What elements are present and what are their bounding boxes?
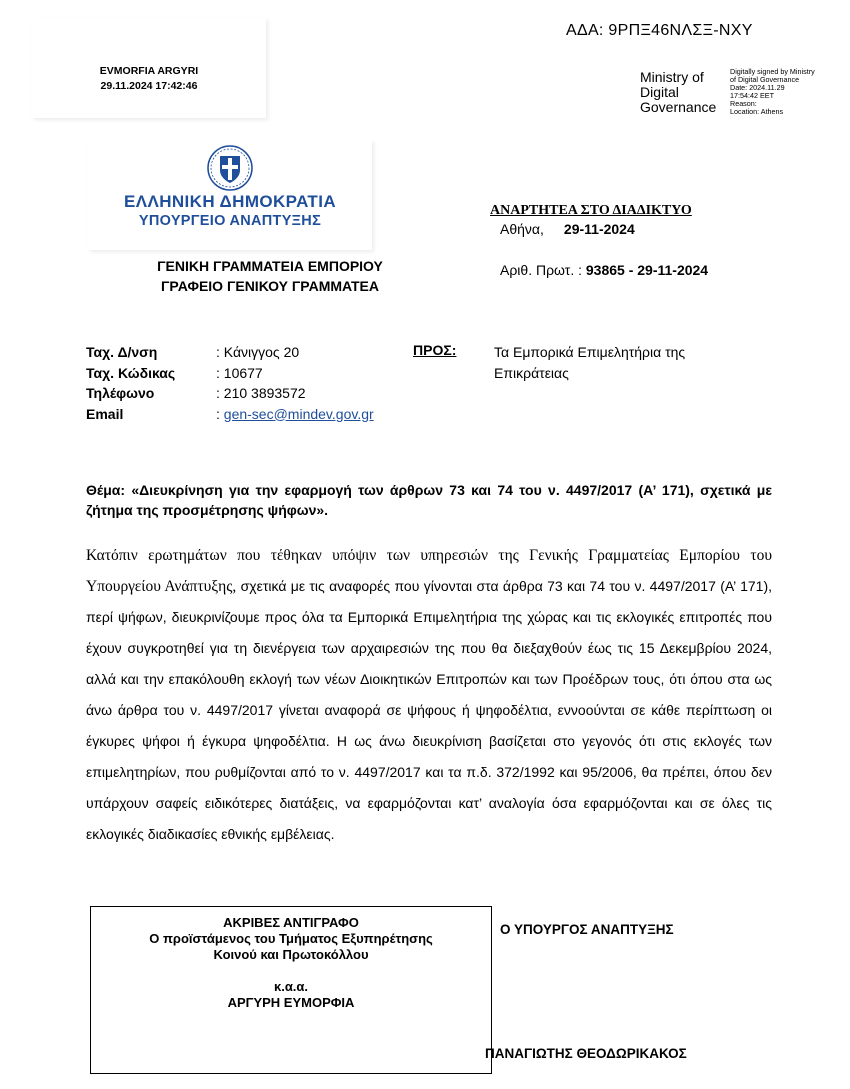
certified-copy-line: Ο προϊστάμενος του Τμήματος Εξυπηρέτησης — [149, 931, 433, 946]
email-row — [216, 404, 374, 425]
place-date — [500, 221, 635, 237]
republic-title: ΕΛΛΗΝΙΚΗ ΔΗΜΟΚΡΑΤΙΑ — [123, 192, 337, 211]
postcode-value: : 10677 — [216, 364, 263, 381]
postcode-label: Ταχ. Κώδικας — [86, 364, 176, 381]
recipient-line: Τα Εμπορικά Επιμελητήρια της — [494, 344, 686, 360]
signature-stamp — [32, 18, 266, 118]
ada-code: ΑΔΑ: 9ΡΠΞ46ΝΛΣΞ-ΝΧΥ — [566, 22, 753, 39]
office-name: ΓΡΑΦΕΙΟ ΓΕΝΙΚΟΥ ΓΡΑΜΜΑΤΕΑ — [161, 278, 379, 294]
body-rest: σχετικά με τις αναφορές που γίνονται στα άρθρα 73 και 74 του ν. 4497/2017 (Α’ 171), περί ψήφων, διευκρινίζουμε προς όλα τα Εμπορικά Επιμελητήρια της χώρας και τις εκλογικές επιτροπές που έχουν συγκροτηθεί για τη διενέργεια των αρχαιρεσιών της που θα διεξαχθούν έως τις 15 Δεκεμβρίου 2024, αλλά και την επακόλουθη εκλογή των νέων Διοικητικών Επιτροπών και των Προέδρων τους, ότι όπου στα ως άνω άρθρα του ν. 4497/2017 γίνεται αναφορά σε ψήφους ή ψηφοδέλτια, εννοούνται σε κάθε περίπτωση οι έγκυρες ψήφοι ή έγκυρα ψηφοδέλτια. Η ως άνω διευκρίνιση βασίζεται στο γεγονός ότι στις εκλογές των επιμελητηρίων, που ρυθμίζονται από το ν. 4497/2017 και τα π.δ. 372/1992 και 95/2006, θα πρέπει, όπου δεν υπάρχουν σαφείς ειδικότερες διατάξεις, να εφαρμόζονται κατ’ αναλογία όσα εφαρμόζονται και σε όλες τις εκλογικές διαδικασίες εθνικής εμβέλειας. — [86, 578, 773, 842]
digital-signature-line: Date: 2024.11.29 — [730, 83, 785, 92]
email-colon: : — [216, 405, 220, 422]
digital-signature-org-line: Governance — [640, 99, 717, 115]
digital-signature-line: 17:54:42 EET — [730, 91, 774, 100]
document-date: 29-11-2024 — [563, 221, 635, 237]
recipient-label: ΠΡΟΣ: — [413, 342, 457, 358]
digital-signature-org-line: Digital — [640, 84, 679, 100]
certified-copy-signer — [91, 979, 491, 1011]
certified-copy-title: ΑΚΡΙΒΕΣ ΑΝΤΙΓΡΑΦΟ — [223, 915, 359, 930]
protocol-value: 93865 - 29-11-2024 — [585, 262, 709, 278]
signer-name: EVMORFIA ARGYRI — [99, 65, 199, 77]
digital-signature-line: Digitally signed by Ministry — [730, 67, 815, 76]
certified-copy-line: Κοινού και Πρωτοκόλλου — [213, 947, 369, 962]
minister-title: Ο ΥΠΟΥΡΓΟΣ ΑΝΑΠΤΥΞΗΣ — [500, 922, 674, 937]
secretariat-block — [130, 256, 410, 296]
digital-signature-line: Location: Athens — [730, 107, 784, 116]
protocol-label: Αριθ. Πρωτ. : — [500, 262, 582, 278]
protocol-number — [500, 262, 708, 278]
digital-signature-details — [730, 68, 815, 116]
phone-value: : 210 3893572 — [216, 385, 306, 401]
recipient-line: Επικράτειας — [494, 364, 569, 381]
body-intro: Κατόπιν ερωτημάτων που τέθηκαν υπόψιν των υπηρεσιών της Γενικής Γραμματείας Εμπορίου του Υπουργείου Ανάπτυξης, — [86, 547, 772, 595]
city: Αθήνα, — [500, 221, 544, 237]
digital-signature-org — [640, 70, 716, 115]
digital-signature-line: Reason: — [730, 99, 757, 108]
letterhead-logo — [88, 140, 372, 250]
body-paragraph — [86, 540, 772, 850]
ministry-title: ΥΠΟΥΡΓΕΙΟ ΑΝΑΠΤΥΞΗΣ — [138, 213, 322, 229]
address-block — [86, 342, 406, 426]
street-value: : Κάνιγγος 20 — [216, 344, 300, 360]
certified-copy-header — [91, 915, 491, 963]
post-online-notice: ΑΝΑΡΤΗΤΕΑ ΣΤΟ ΔΙΑΔΙΚΤΥΟ — [490, 203, 692, 218]
email-label: Email — [86, 405, 124, 422]
recipient-text — [494, 342, 734, 383]
email-link[interactable]: gen-sec@mindev.gov.gr — [223, 405, 374, 422]
greek-coat-of-arms-icon — [206, 144, 254, 192]
certified-copy-kaa: κ.α.α. — [273, 979, 309, 994]
minister-name: ΠΑΝΑΓΙΩΤΗΣ ΘΕΟΔΩΡΙΚΑΚΟΣ — [485, 1046, 687, 1061]
signature-datetime: 29.11.2024 17:42:46 — [100, 80, 198, 92]
digital-signature-org-line: Ministry of — [640, 69, 704, 85]
certified-copy-name: ΑΡΓΥΡΗ ΕΥΜΟΡΦΙΑ — [227, 995, 355, 1010]
subject: Θέμα: «Διευκρίνηση για την εφαρμογή των άρθρων 73 και 74 του ν. 4497/2017 (Α’ 171), σχετικά με ζήτημα της προσμέτρησης ψήφων». — [86, 482, 772, 518]
certified-copy-box — [90, 906, 492, 1074]
digital-signature-line: of Digital Governance — [730, 75, 800, 84]
phone-label: Τηλέφωνο — [86, 385, 155, 401]
secretariat-name: ΓΕΝΙΚΗ ΓΡΑΜΜΑΤΕΙΑ ΕΜΠΟΡΙΟΥ — [157, 258, 383, 274]
street-label: Ταχ. Δ/νση — [86, 344, 158, 360]
signature-stamp-text — [32, 64, 266, 94]
